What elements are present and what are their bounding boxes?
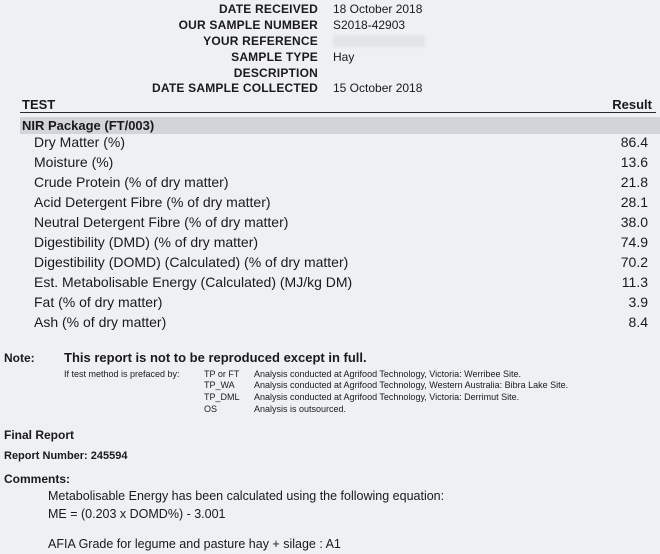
prefix-desc: Analysis conducted at Agrifood Technology, Victoria: Derrimut Site.	[254, 392, 520, 402]
comment-equation: ME = (0.203 x DOMD%) - 3.001	[48, 507, 226, 521]
row-fat-label: Fat (% of dry matter)	[34, 294, 163, 310]
row-me-value: 11.3	[621, 274, 648, 290]
header-divider	[20, 112, 656, 113]
prefix-code: OS	[204, 404, 218, 414]
description-label: DESCRIPTION	[233, 66, 318, 80]
row-ndf-label: Neutral Detergent Fibre (% of dry matter)	[34, 214, 289, 230]
row-fat-value: 3.9	[628, 294, 648, 310]
row-domd-value: 70.2	[620, 254, 648, 270]
row-adf-label: Acid Detergent Fibre (% of dry matter)	[34, 194, 271, 210]
row-dry-matter-value: 86.4	[620, 134, 648, 150]
note-text: This report is not to be reproduced except in full.	[64, 350, 367, 365]
row-ndf-value: 38.0	[620, 214, 648, 230]
date-received-value: 18 October 2018	[333, 2, 423, 16]
comment-afia-grade: AFIA Grade for legume and pasture hay + silage : A1	[48, 537, 341, 551]
note-label: Note:	[4, 351, 35, 365]
prefix-code: TP or FT	[204, 369, 240, 379]
final-report-title: Final Report	[4, 428, 75, 442]
row-crude-protein-value: 21.8	[620, 174, 648, 190]
result-column-heading: Result	[612, 97, 652, 112]
row-me-label: Est. Metabolisable Energy (Calculated) (MJ/kg DM)	[34, 274, 353, 290]
prefix-code: TP_DML	[204, 392, 240, 402]
sample-type-value: Hay	[333, 50, 355, 64]
row-crude-protein-label: Crude Protein (% of dry matter)	[34, 174, 229, 190]
date-collected-label: DATE SAMPLE COLLECTED	[152, 81, 318, 95]
report-number: Report Number: 245594	[4, 450, 128, 462]
your-reference-label: YOUR REFERENCE	[203, 34, 318, 48]
prefix-code: TP_WA	[204, 380, 235, 390]
row-dmd-value: 74.9	[620, 234, 648, 250]
date-collected-value: 15 October 2018	[333, 81, 423, 95]
prefix-desc: Analysis conducted at Agrifood Technology, Western Australia: Bibra Lake Site.	[254, 380, 569, 390]
test-column-heading: TEST	[22, 97, 56, 112]
date-received-label: DATE RECEIVED	[218, 2, 318, 16]
prefix-desc: Analysis is outsourced.	[254, 404, 347, 414]
prefix-desc: Analysis conducted at Agrifood Technology, Victoria: Werribee Site.	[254, 369, 521, 379]
row-moisture-value: 13.6	[620, 154, 648, 170]
comments-label: Comments:	[4, 472, 71, 486]
prefix-intro: If test method is prefaced by:	[64, 369, 180, 379]
sample-number-label: OUR SAMPLE NUMBER	[178, 18, 318, 32]
sample-type-label: SAMPLE TYPE	[231, 50, 318, 64]
row-domd-label: Digestibility (DOMD) (Calculated) (% of dry matter)	[34, 254, 349, 270]
row-ash-value: 8.4	[628, 314, 648, 330]
your-reference-redacted	[333, 35, 425, 47]
row-adf-value: 28.1	[620, 194, 648, 210]
sample-number-value: S2018-42903	[333, 18, 406, 32]
row-dmd-label: Digestibility (DMD) (% of dry matter)	[34, 234, 259, 250]
row-dry-matter-label: Dry Matter (%)	[34, 134, 125, 150]
comment-line-1: Metabolisable Energy has been calculated using the following equation:	[48, 489, 445, 503]
row-moisture-label: Moisture (%)	[34, 154, 114, 170]
row-ash-label: Ash (% of dry matter)	[34, 314, 167, 330]
package-title: NIR Package (FT/003)	[22, 118, 155, 133]
